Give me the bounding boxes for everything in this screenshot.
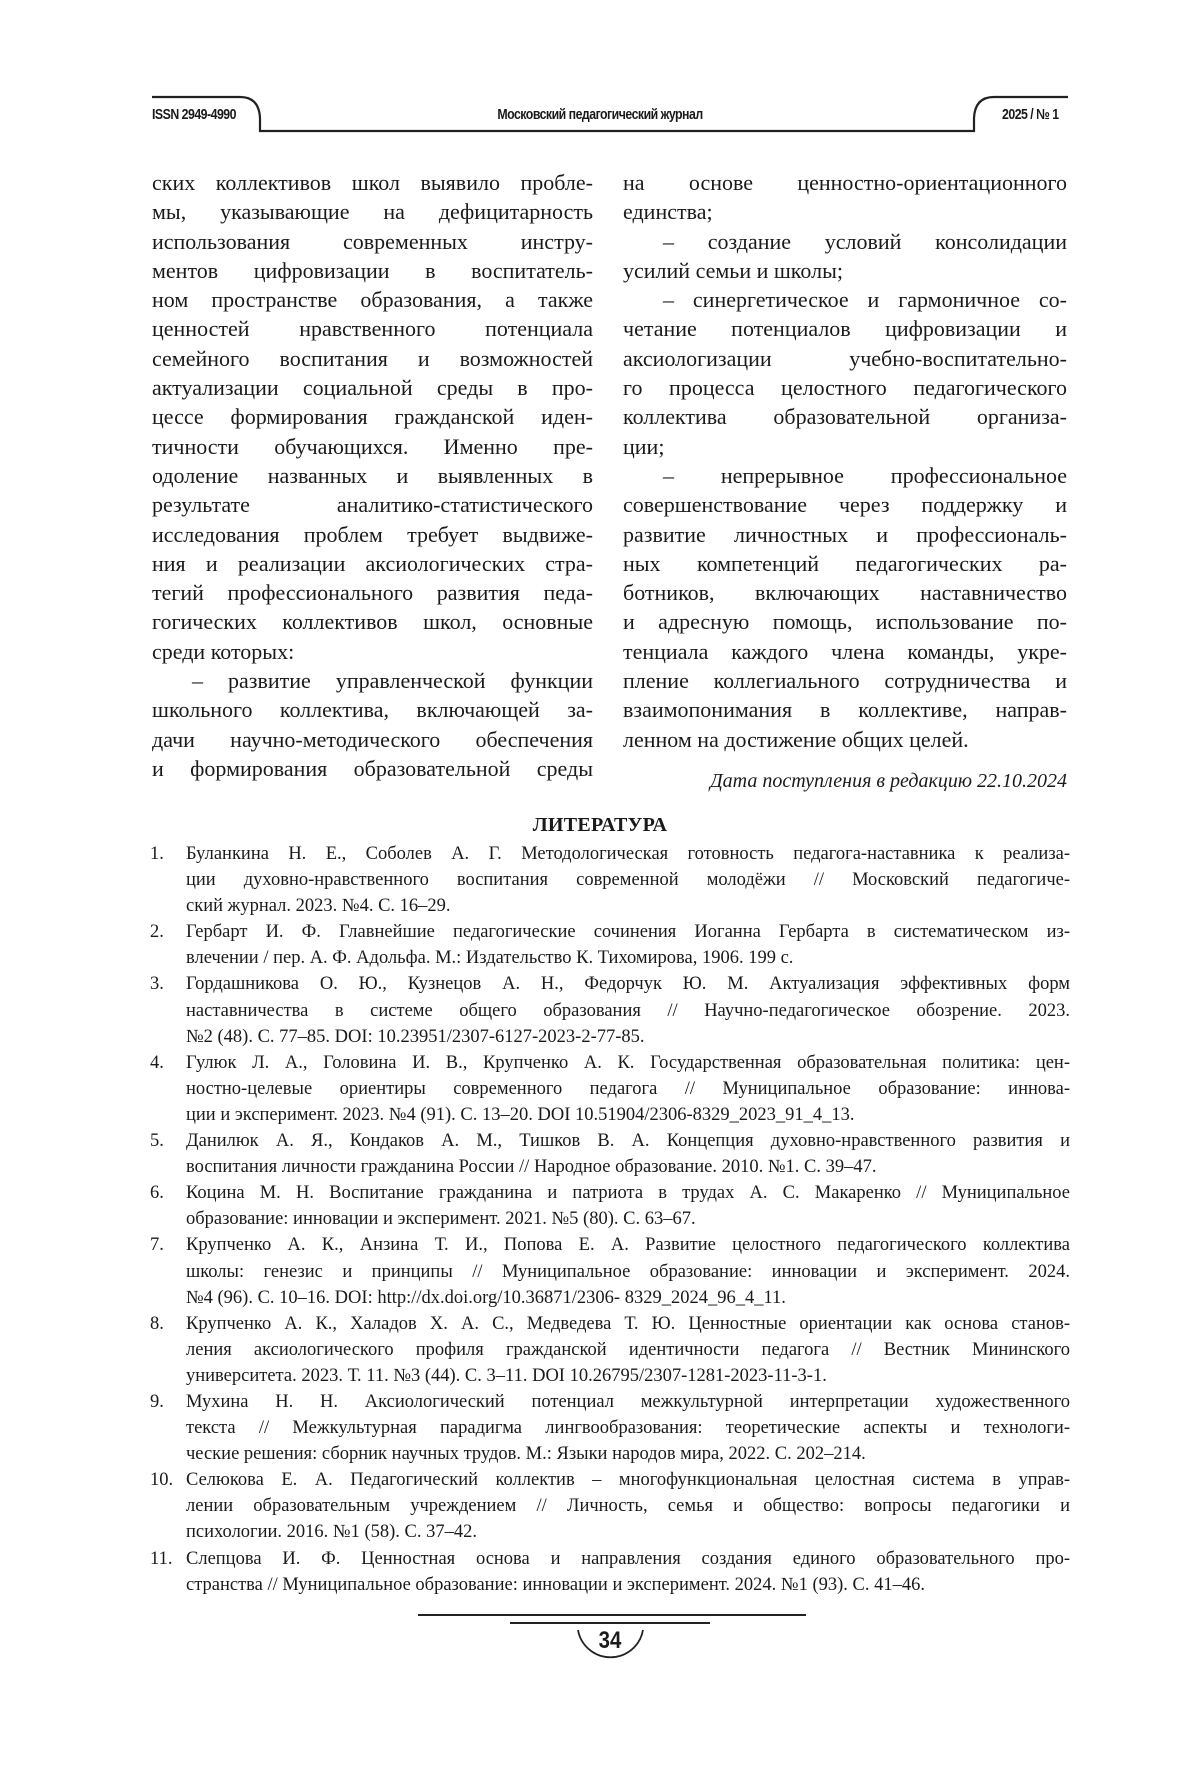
reference-line: Гордашникова О. Ю., Кузнецов А. Н., Федорчук Ю. М. Актуализация эффективных форм <box>186 971 1070 997</box>
reference-line: влечении / пер. А. Ф. Адольфа. М.: Издательство К. Тихомирова, 1906. 199 с. <box>186 945 1070 971</box>
text-line: семейного воспитания и возможностей <box>152 344 593 373</box>
text-line: аксиологизации учебно-воспитательно- <box>623 344 1067 373</box>
reference-line: Слепцова И. Ф. Ценностная основа и направления создания единого образовательного про- <box>186 1546 1070 1572</box>
reference-line: №2 (48). С. 77–85. DOI: 10.23951/2307-6127-2023-2-77-85. <box>186 1024 1070 1050</box>
reference-item <box>150 1128 1070 1180</box>
text-line: актуализации социальной среды в про- <box>152 373 593 402</box>
paragraph <box>152 168 593 666</box>
paragraph <box>623 168 1067 227</box>
reference-item <box>150 1311 1070 1389</box>
paragraph <box>623 227 1067 286</box>
text-line: результате аналитико-статистического <box>152 490 593 519</box>
text-line: исследования проблем требует выдвиже- <box>152 520 593 549</box>
text-line: усилий семьи и школы; <box>623 256 1067 285</box>
reference-line: Гербарт И. Ф. Главнейшие педагогические сочинения Иоганна Гербарта в систематическом из- <box>186 919 1070 945</box>
reference-item <box>150 971 1070 1049</box>
text-line: дачи научно-методического обеспечения <box>152 725 593 754</box>
text-line: – синергетическое и гармоничное со- <box>623 285 1067 314</box>
reference-line: Селюкова Е. А. Педагогический коллектив – многофункциональная целостная система в управ- <box>186 1467 1070 1493</box>
reference-number: 6. <box>150 1180 164 1206</box>
reference-line: текста // Межкультурная парадигма лингвообразования: теоретические аспекты и технологи- <box>186 1415 1070 1441</box>
reference-item <box>150 919 1070 971</box>
text-line: и адресную помощь, использование по- <box>623 607 1067 636</box>
reference-line: Данилюк А. Я., Кондаков А. М., Тишков В. А. Концепция духовно-нравственного развития и <box>186 1128 1070 1154</box>
text-line: четание потенциалов цифровизации и <box>623 314 1067 343</box>
reference-number: 8. <box>150 1311 164 1337</box>
text-line: тенциала каждого члена команды, укре- <box>623 637 1067 666</box>
paragraph <box>152 666 593 783</box>
text-line: го процесса целостного педагогического <box>623 373 1067 402</box>
reference-number: 10. <box>150 1467 173 1493</box>
journal-title: Московский педагогический журнал <box>90 107 1110 123</box>
reference-line: образование: инновации и эксперимент. 2021. №5 (80). С. 63–67. <box>186 1206 1070 1232</box>
right-text-column <box>623 168 1067 754</box>
reference-number: 2. <box>150 919 164 945</box>
text-line: – непрерывное профессиональное <box>623 461 1067 490</box>
text-line: цессе формирования гражданской иден- <box>152 402 593 431</box>
reference-number: 1. <box>150 841 164 867</box>
issn: ISSN 2949-4990 <box>152 107 236 123</box>
reference-line: ский журнал. 2023. №4. С. 16–29. <box>186 893 1070 919</box>
reference-number: 7. <box>150 1232 164 1258</box>
reference-line: Мухина Н. Н. Аксиологический потенциал межкультурной интерпретации художественного <box>186 1389 1070 1415</box>
reference-item <box>150 1232 1070 1310</box>
text-line: одоление названных и выявленных в <box>152 461 593 490</box>
text-line: гогических коллективов школ, основные <box>152 607 593 636</box>
text-line: ния и реализации аксиологических стра- <box>152 549 593 578</box>
reference-item <box>150 1546 1070 1598</box>
text-line: ном пространстве образования, а также <box>152 285 593 314</box>
text-line: использования современных инстру- <box>152 227 593 256</box>
text-line: ных компетенций педагогических ра- <box>623 549 1067 578</box>
reference-line: психологии. 2016. №1 (58). С. 37–42. <box>186 1519 1070 1545</box>
text-line: взаимопонимания в коллективе, направ- <box>623 695 1067 724</box>
reference-line: школы: генезис и принципы // Муниципальное образование: инновации и эксперимент. 2024. <box>186 1259 1070 1285</box>
text-line: – создание условий консолидации <box>623 227 1067 256</box>
text-line: коллектива образовательной организа- <box>623 402 1067 431</box>
reference-line: ции и эксперимент. 2023. №4 (91). С. 13–20. DOI 10.51904/2306-8329_2023_91_4_13. <box>186 1102 1070 1128</box>
header-frame <box>0 0 1200 160</box>
reference-line: лении образовательным учреждением // Личность, семья и общество: вопросы педагогики и <box>186 1493 1070 1519</box>
text-line: и формирования образовательной среды <box>152 754 593 783</box>
reference-line: странства // Муниципальное образование: инновации и эксперимент. 2024. №1 (93). С. 41–46. <box>186 1572 1070 1598</box>
reference-number: 5. <box>150 1128 164 1154</box>
text-line: единства; <box>623 197 1067 226</box>
reference-number: 11. <box>150 1546 172 1572</box>
text-line: среди которых: <box>152 637 593 666</box>
text-line: развитие личностных и профессиональ- <box>623 520 1067 549</box>
paragraph <box>623 461 1067 754</box>
issue-number: 2025 / № 1 <box>1002 107 1059 123</box>
reference-line: ческие решения: сборник научных трудов. М.: Языки народов мира, 2022. С. 202–214. <box>186 1441 1070 1467</box>
text-line: тичности обучающихся. Именно пре- <box>152 432 593 461</box>
paragraph <box>623 285 1067 461</box>
text-line: ленном на достижение общих целей. <box>623 725 1067 754</box>
text-line: пление коллегиального сотрудничества и <box>623 666 1067 695</box>
text-line: ции; <box>623 432 1067 461</box>
reference-line: Крупченко А. К., Халадов Х. А. С., Медведева Т. Ю. Ценностные ориентации как основа станов- <box>186 1311 1070 1337</box>
reference-item <box>150 1467 1070 1545</box>
text-line: на основе ценностно-ориентационного <box>623 168 1067 197</box>
reference-item <box>150 841 1070 919</box>
reference-line: Буланкина Н. Е., Соболев А. Г. Методологическая готовность педагога-наставника к реализа- <box>186 841 1070 867</box>
reference-line: Коцина М. Н. Воспитание гражданина и патриота в трудах А. С. Макаренко // Муниципальное <box>186 1180 1070 1206</box>
text-line: совершенствование через поддержку и <box>623 490 1067 519</box>
reference-line: ления аксиологического профиля гражданской идентичности педагога // Вестник Мининского <box>186 1337 1070 1363</box>
reference-line: ции духовно-нравственного воспитания современной молодёжи // Московский педагогиче- <box>186 867 1070 893</box>
text-line: ценностей нравственного потенциала <box>152 314 593 343</box>
reference-item <box>150 1050 1070 1128</box>
reference-number: 9. <box>150 1389 164 1415</box>
text-line: ментов цифровизации в воспитатель- <box>152 256 593 285</box>
reference-line: воспитания личности гражданина России // Народное образование. 2010. №1. С. 39–47. <box>186 1154 1070 1180</box>
reference-item <box>150 1389 1070 1467</box>
text-line: – развитие управленческой функции <box>152 666 593 695</box>
reference-line: Крупченко А. К., Анзина Т. И., Попова Е. А. Развитие целостного педагогического коллектива <box>186 1232 1070 1258</box>
reference-item <box>150 1180 1070 1232</box>
text-line: ских коллективов школ выявило пробле- <box>152 168 593 197</box>
reference-line: наставничества в системе общего образования // Научно-педагогическое обозрение. 2023. <box>186 998 1070 1024</box>
reference-line: ностно-целевые ориентиры современного педагога // Муниципальное образование: иннова- <box>186 1076 1070 1102</box>
text-line: мы, указывающие на дефицитарность <box>152 197 593 226</box>
page-number: 34 <box>585 1627 636 1655</box>
reference-number: 3. <box>150 971 164 997</box>
literature-heading: ЛИТЕРАТУРА <box>0 814 1200 837</box>
reference-line: №4 (96). С. 10–16. DOI: http://dx.doi.org/10.36871/2306- 8329_2024_96_4_11. <box>186 1285 1070 1311</box>
reference-list <box>150 841 1070 1598</box>
text-line: ботников, включающих наставничество <box>623 578 1067 607</box>
reference-number: 4. <box>150 1050 164 1076</box>
text-line: тегий профессионального развития педа- <box>152 578 593 607</box>
received-date: Дата поступления в редакцию 22.10.2024 <box>710 770 1067 793</box>
text-line: школьного коллектива, включающей за- <box>152 695 593 724</box>
reference-line: университета. 2023. Т. 11. №3 (44). С. 3–11. DOI 10.26795/2307-1281-2023-11-3-1. <box>186 1363 1070 1389</box>
reference-line: Гулюк Л. А., Головина И. В., Крупченко А. К. Государственная образовательная политика: цен- <box>186 1050 1070 1076</box>
left-text-column <box>152 168 593 783</box>
